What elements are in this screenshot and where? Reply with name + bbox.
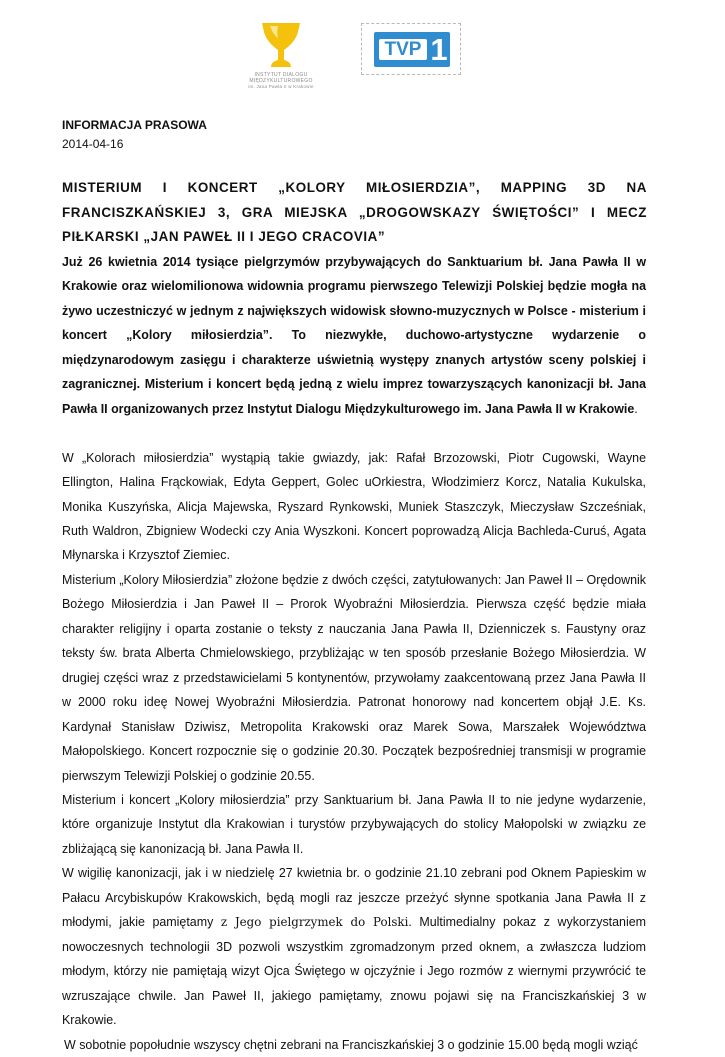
press-release-date: 2014-04-16 — [62, 137, 124, 151]
institute-name-line1: INSTYTUT DIALOGU — [254, 72, 308, 78]
institute-name-line3: im. Jana Pawła II w Krakowie — [248, 84, 314, 89]
city-game-paragraph: W sobotnie popołudnie wszyscy chętni zebrani na Franciszkańskiej 3 o godzinie 15.00 będą mogli wziąć — [64, 1037, 638, 1052]
lead-paragraph — [62, 250, 646, 421]
institute-name-line2: MIĘDZYKULTUROWEGO — [249, 78, 313, 84]
mapping-text-c: . Multimedialny pokaz z wykorzystaniem nowoczesnych technologii 3D pozwoli wszystkim zgromadzonym przed oknem, a zwłaszcza ludziom młodym, którzy nie pamiętają wizyt Ojca Świętego w ojczyźnie i Jego rozmów z wiernymi przywrócić te wzruszające chwile. Jan Paweł II, jakiego pamiętamy, znowu pojawi się na Franciszkańskiej 3 w Krakowie. — [62, 915, 647, 1028]
tvp1-badge — [374, 32, 450, 67]
mapping-paragraph — [62, 861, 646, 1032]
tvp-wordmark: TVP — [379, 39, 427, 60]
mapping-text-b: z Jego pielgrzymek do Polski — [220, 915, 409, 930]
tvp-channel-number: 1 — [430, 32, 448, 67]
mapping-text-a: W wigilię kanonizacji, jak i w niedzielę 27 kwietnia br. o godzinie 21.10 zebrani pod Oknem Papieskim w Pałacu Arcybiskupów Krakowskich, będą mogli raz jeszcze przeżyć słynne spotkania Jana Pawła II z młodymi, jakie pamiętamy — [62, 866, 646, 930]
other-events-paragraph: Misterium i koncert „Kolory miłosierdzia” przy Sanktuarium bł. Jana Pawła II to nie jedyne wydarzenie, które organizuje Instytut dla Krakowian i turystów przybywających do stolicy Małopolski w związku ze zbliżającą się kanonizacją bł. Jana Pawła II. — [62, 793, 646, 856]
lead-text: Już 26 kwietnia 2014 tysiące pielgrzymów przybywających do Sanktuarium bł. Jana Pawła II w Krakowie oraz wielomilionowa widownia programu pierwszego Telewizji Polskiej będzie mogła na żywo uczestniczyć w jednym z największych widowisk słowno-muzycznych w Polsce - misterium i koncert „Kolory miłosierdzia”. To niezwykłe, duchowo-artystyczne wydarzenie o międzynarodowym zasięgu i charakterze uświetnią występy znanych artystów sceny polskiej i zagranicznej. Misterium i koncert będą jedną z wielu imprez towarzyszących kanonizacji bł. Jana Pawła II organizowanych przez Instytut Dialogu Międzykulturowego im. Jana Pawła II w Krakowie — [62, 255, 646, 416]
mystery-description-paragraph: Misterium „Kolory Miłosierdzia” złożone będzie z dwóch części, zatytułowanych: Jan Paweł II – Orędownik Bożego Miłosierdzia i Jan Paweł II – Prorok Wyobraźni Miłosierdzia. Pierwsza część będzie miała charakter religijny i oparta zostanie o teksty z nauczania Jana Pawła II, Dzienniczek s. Faustyny oraz teksty św. brata Alberta Chmielowskiego, przybliżając w ten sposób przesłanie Bożego Miłosierdzia. W drugiej części wraz z przedstawicielami 5 kontynentów, przywołamy zaakcentowaną przez Jana Pawła II w 2000 roku ideę Nowej Wyobraźni Miłosierdzia. Patronat honorowy nad koncertem objął J.E. Ks. Kardynał Stanisław Dziwisz, Metropolita Krakowski oraz Marek Sowa, Marszałek Województwa Małopolskiego. Koncert rozpocznie się o godzinie 20.30. Początek bezpośredniej transmisji w programie pierwszym Telewizji Polskiej o godzinie 20.55. — [62, 572, 646, 783]
headline: MISTERIUM I KONCERT „KOLORY MIŁOSIERDZIA”, MAPPING 3D NA FRANCISZKAŃSKIEJ 3, GRA MIEJSKA „DROGOWSKAZY ŚWIĘTOŚCI” I MECZ PIŁKARSKI „JAN PAWEŁ II I JEGO CRACOVIA” — [62, 180, 647, 244]
paragraph-spacer — [62, 421, 646, 446]
tvp1-logo — [361, 23, 461, 75]
goblet-icon — [242, 20, 320, 72]
artists-paragraph: W „Kolorach miłosierdzia” wystąpią takie gwiazdy, jak: Rafał Brzozowski, Piotr Cugowski, Wayne Ellington, Halina Frąckowiak, Edyta Geppert, Golec uOrkiestra, Włodzimierz Korcz, Natalia Kukulska, Monika Kuszyńska, Alicja Majewska, Ryszard Rynkowski, Muniek Staszczyk, Mieczysław Szcześniak, Ruth Waldron, Zbigniew Wodecki czy Ania Wyszkoni. Koncert poprowadzą Alicja Bachleda-Curuś, Agata Młynarska i Krzysztof Ziemiec. — [62, 450, 646, 563]
article-body — [62, 250, 646, 1057]
institute-logo — [242, 20, 320, 98]
press-release-label: INFORMACJA PRASOWA — [62, 118, 207, 132]
lead-period: . — [634, 401, 638, 416]
